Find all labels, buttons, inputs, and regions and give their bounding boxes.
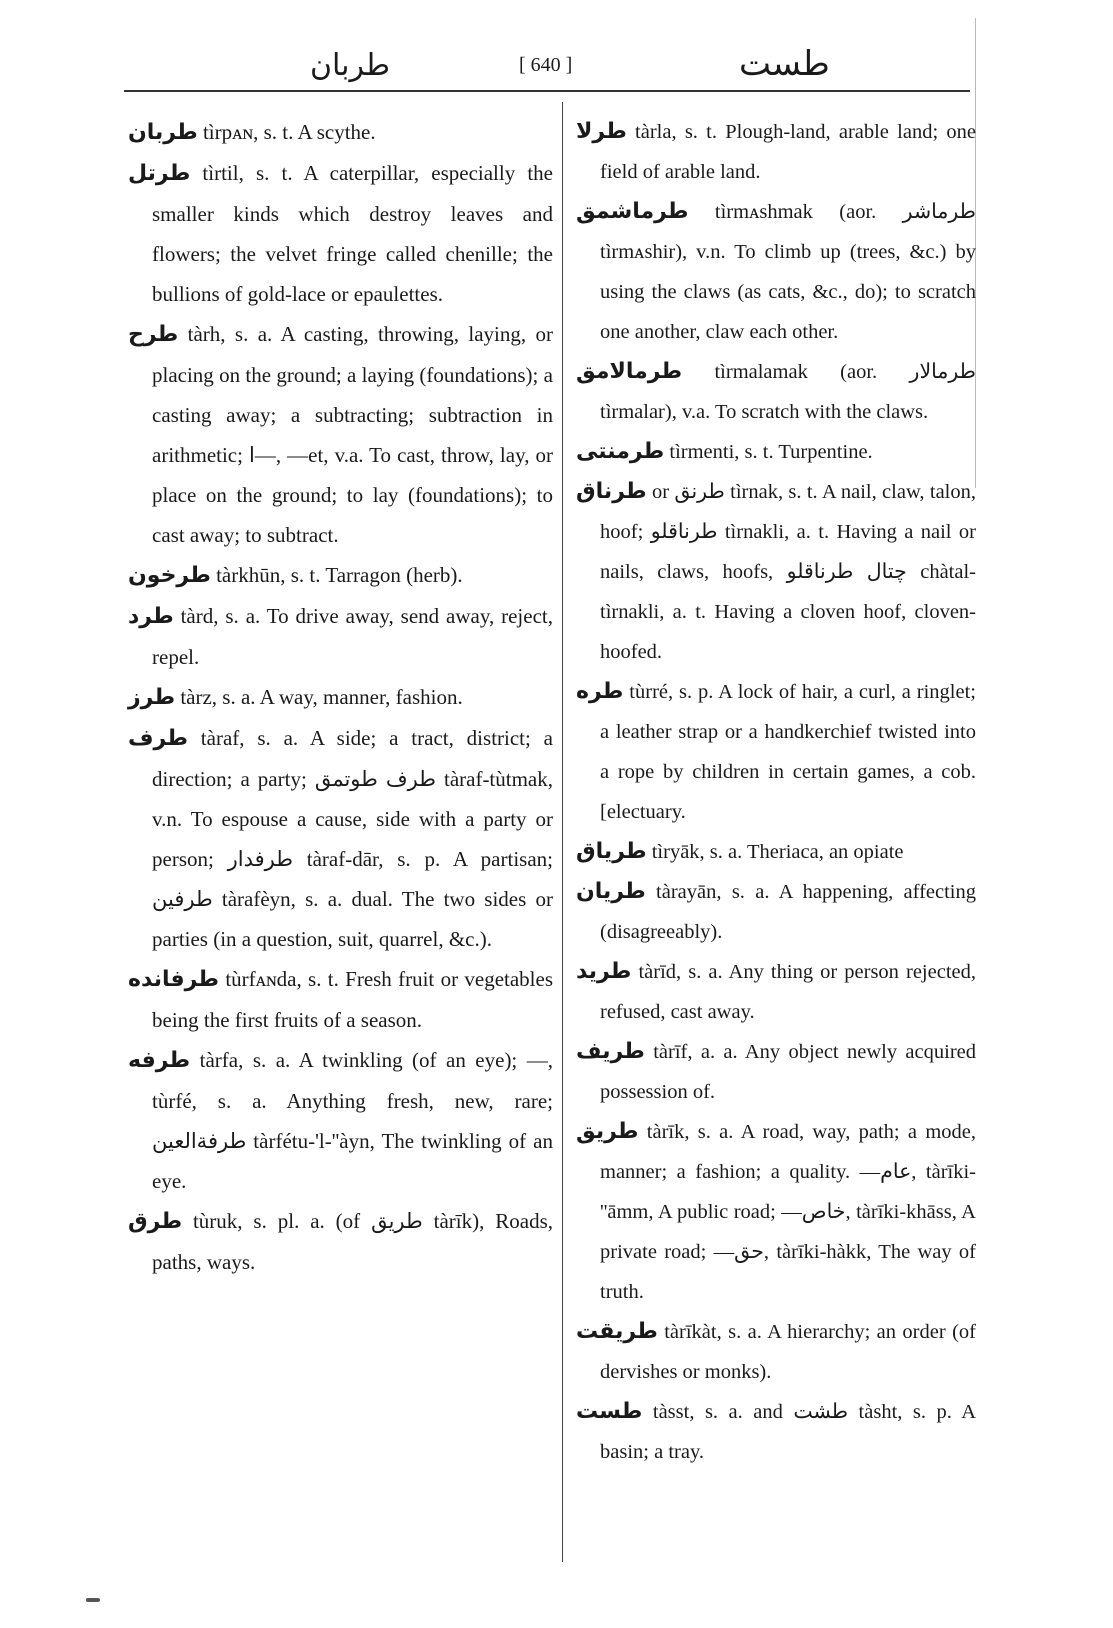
dictionary-entry: [576, 1312, 976, 1392]
entry-definition: tìrmᴀshmak (aor. طرماشر tìrmᴀshir), v.n. To climb up (trees, &c.) by using the claws (as cats, &c., do); to scratch one another, claw each other.: [600, 201, 976, 343]
dictionary-entry: [576, 872, 976, 952]
entry-definition: tìrmalamak (aor. طرمالار tìrmalar), v.a. To scratch with the claws.: [600, 361, 976, 423]
dictionary-entry: [576, 1032, 976, 1112]
dictionary-entry: [576, 832, 976, 872]
entry-definition: tùrfᴀɴda, s. t. Fresh fruit or vegetables being the first fruits of a season.: [152, 967, 553, 1032]
dictionary-entry: [128, 555, 553, 596]
headword-arabic: طريقت: [576, 1319, 658, 1344]
entry-definition: tàrīkàt, s. a. A hierarchy; an order (of dervishes or monks).: [600, 1321, 976, 1383]
headword-arabic: طرح: [128, 322, 179, 347]
headword-arabic: طرمنتی: [576, 439, 665, 464]
headword-arabic: طرمالامق: [576, 359, 683, 384]
ink-smudge: [86, 1598, 100, 1602]
headword-arabic: طرز: [128, 685, 176, 710]
entry-definition: tìryāk, s. a. Theriaca, an opiate: [646, 841, 904, 863]
headword-arabic: طرفە: [128, 1048, 191, 1073]
column-divider: [562, 102, 563, 1562]
headword-arabic: طربان: [128, 120, 198, 145]
dictionary-entry: [576, 1112, 976, 1312]
dictionary-entry: [128, 596, 553, 677]
dictionary-entry: [128, 1040, 553, 1201]
headword-arabic: طريف: [576, 1039, 645, 1064]
dictionary-entry: [576, 672, 976, 832]
header-left-word: طربان: [310, 48, 390, 83]
headword-arabic: طريق: [576, 1119, 639, 1144]
entry-definition: tàrīd, s. a. Any thing or person rejected, refused, cast away.: [600, 961, 976, 1023]
headword-arabic: طرتل: [128, 161, 191, 186]
entry-definition: tàrz, s. a. A way, manner, fashion.: [175, 685, 463, 709]
left-column: [128, 112, 553, 1282]
headword-arabic: طرفاندە: [128, 967, 220, 992]
headword-arabic: طرق: [128, 1209, 183, 1234]
dictionary-entry: [576, 432, 976, 472]
entry-definition: tìrmenti, s. t. Turpentine.: [664, 441, 873, 463]
dictionary-entry: [576, 192, 976, 352]
entry-definition: tàrkhūn, s. t. Tarragon (herb).: [210, 563, 463, 587]
dictionary-entry: [128, 677, 553, 718]
dictionary-entry: [128, 1201, 553, 1282]
headword-arabic: طرياق: [576, 839, 647, 864]
headword-arabic: طست: [576, 1399, 643, 1424]
dictionary-entry: [576, 472, 976, 672]
page-header: [124, 40, 974, 84]
headword-arabic: طرناق: [576, 479, 647, 504]
entry-definition: tàrd, s. a. To drive away, send away, reject, repel.: [152, 604, 553, 669]
dictionary-entry: [128, 718, 553, 959]
dictionary-entry: [576, 952, 976, 1032]
headword-arabic: طريد: [576, 959, 632, 984]
headword-arabic: طرف: [128, 726, 188, 751]
entry-definition: tìrtil, s. t. A caterpillar, especially the smaller kinds which destroy leaves and flowers; the velvet fringe called chenille; the bullions of gold-lace or epaulettes.: [152, 161, 553, 306]
entry-definition: tàrfa, s. a. A twinkling (of an eye); —, tùrfé, s. a. Anything fresh, new, rare; طرفةالعين tàrfétu-'l-''àyn, The twinkling of an eye.: [152, 1048, 553, 1193]
right-column: [576, 112, 976, 1472]
entry-definition: tàrla, s. t. Plough-land, arable land; one field of arable land.: [600, 121, 976, 183]
headword-arabic: طرماشمق: [576, 199, 689, 224]
entry-definition: tàrīk, s. a. A road, way, path; a mode, manner; a fashion; a quality. —عام, tàrīki-''āmm, A public road; —خاص, tàrīki-khāss, A private road; —حق, tàrīki-hàkk, The way of truth.: [600, 1121, 977, 1303]
headword-arabic: طرد: [128, 604, 174, 629]
header-rule: [124, 90, 970, 92]
entry-definition: or طرنق tìrnak, s. t. A nail, claw, talon, hoof; طرناقلو tìrnakli, a. t. Having a nail or nails, claws, hoofs, چتال طرناقلو chàtal-tìrnakli, a. t. Having a cloven hoof, cloven-hoofed.: [600, 481, 976, 663]
header-right-word: طست: [739, 44, 830, 84]
entry-definition: tàsst, s. a. and طشت tàsht, s. p. A basin; a tray.: [600, 1401, 976, 1463]
dictionary-entry: [128, 153, 553, 314]
headword-arabic: طرلا: [576, 119, 627, 144]
dictionary-entry: [576, 112, 976, 192]
dictionary-entry: [576, 1392, 976, 1472]
entry-definition: tàrh, s. a. A casting, throwing, laying, or placing on the ground; a laying (foundations); a casting away; a subtracting; subtraction in arithmetic; ‌ا—, —et, v.a. To cast, throw, lay, or place on the ground; to lay (foundations); to cast away; to subtract.: [152, 322, 553, 547]
headword-arabic: طرە: [576, 679, 624, 704]
headword-arabic: طريان: [576, 879, 646, 904]
entry-definition: tàrīf, a. a. Any object newly acquired possession of.: [600, 1041, 976, 1103]
dictionary-entry: [128, 314, 553, 555]
entry-definition: tùruk, s. pl. a. (of طريق tàrīk), Roads, paths, ways.: [152, 1209, 553, 1274]
headword-arabic: طرخون: [128, 563, 211, 588]
entry-definition: tìrpᴀɴ, s. t. A scythe.: [197, 120, 376, 144]
dictionary-entry: [128, 112, 553, 153]
page-number: [ 640 ]: [519, 54, 573, 76]
entry-definition: tùrré, s. p. A lock of hair, a curl, a ringlet; a leather strap or a handkerchief twisted into a rope by children in certain games, a cob. [electuary.: [600, 681, 976, 823]
entry-definition: tàrayān, s. a. A happening, affecting (disagreeably).: [600, 881, 976, 943]
dictionary-entry: [128, 959, 553, 1040]
entry-definition: tàraf, s. a. A side; a tract, district; a direction; a party; طرف طوتمق tàraf-tùtmak, v.n. To espouse a cause, side with a party or person; طرفدار tàraf-dār, s. p. A partisan; طرفين tàrafèyn, s. a. dual. The two sides or parties (in a question, suit, quarrel, &c.).: [152, 726, 554, 951]
dictionary-entry: [576, 352, 976, 432]
